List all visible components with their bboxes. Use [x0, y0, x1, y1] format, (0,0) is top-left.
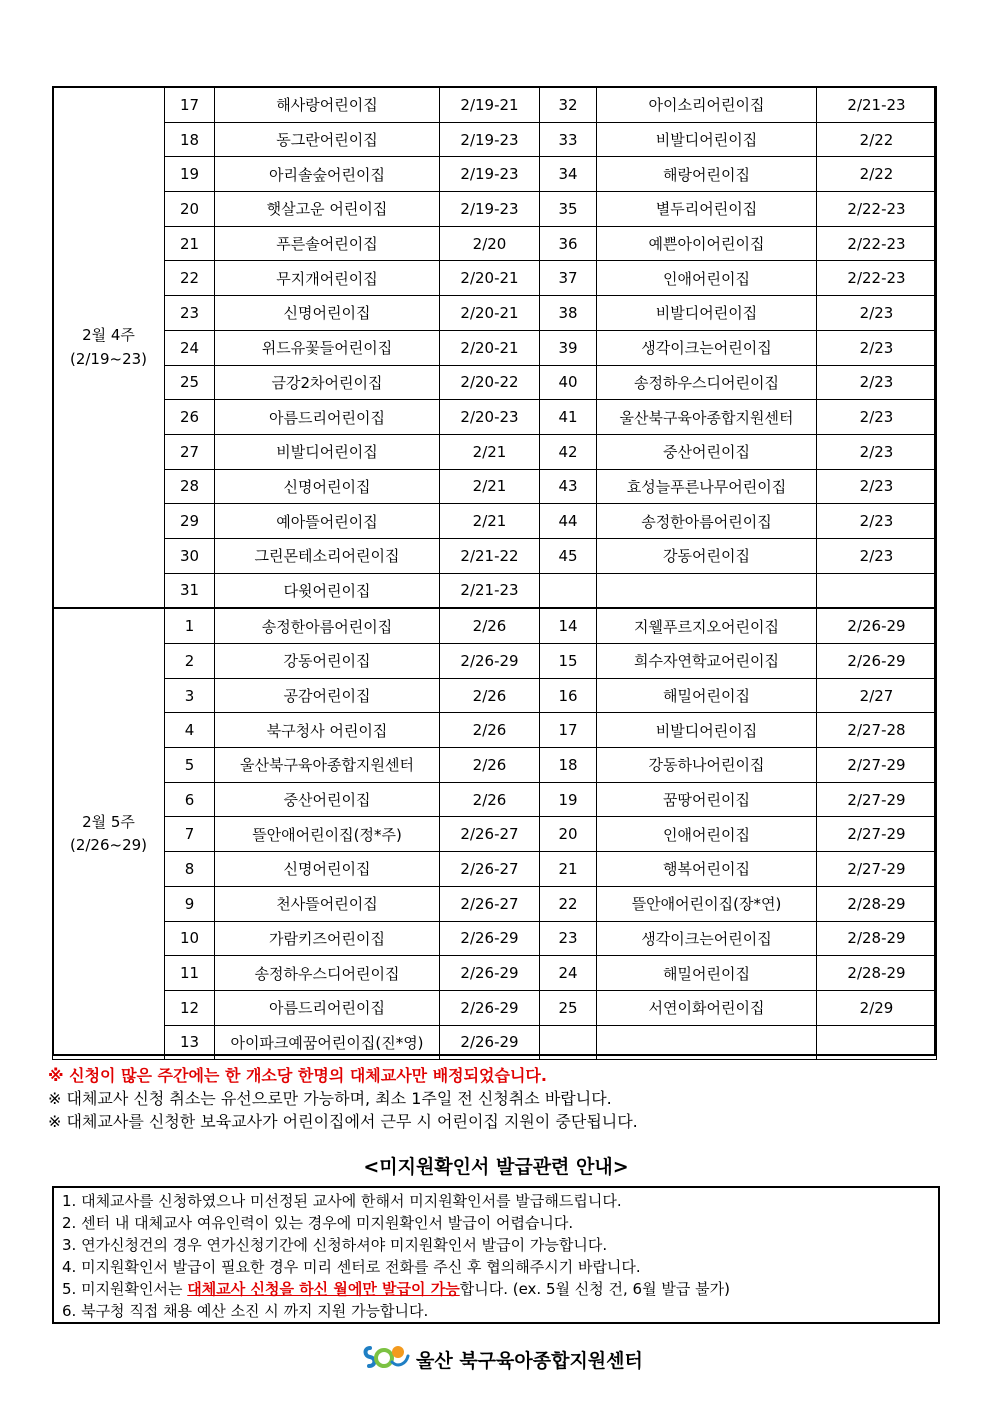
support-date: 2/19-23: [440, 157, 540, 192]
support-date: 2/26: [440, 608, 540, 643]
row-number: 24: [540, 956, 597, 991]
row-number: 21: [540, 852, 597, 887]
support-date: 2/23: [817, 504, 937, 539]
row-number: 25: [165, 365, 215, 400]
row-number: 17: [165, 87, 215, 122]
daycare-name: 가람키즈어린이집: [215, 921, 440, 956]
support-date: 2/19-21: [440, 87, 540, 122]
support-date: 2/20-21: [440, 330, 540, 365]
support-date: [817, 1025, 937, 1060]
row-number: 20: [165, 192, 215, 227]
daycare-name: 해랑어린이집: [597, 157, 817, 192]
table-row: [53, 608, 937, 643]
table-row: [53, 713, 937, 748]
row-number: 19: [165, 157, 215, 192]
table-row: [53, 956, 937, 991]
support-date: 2/26: [440, 748, 540, 783]
row-number: 14: [540, 608, 597, 643]
certificate-item-text: 5. 미지원확인서는: [62, 1280, 188, 1298]
daycare-name: 해밀어린이집: [597, 678, 817, 713]
table-row: [53, 122, 937, 157]
table-row: [53, 644, 937, 679]
table-row: [53, 192, 937, 227]
certificate-item-text: 합니다. (ex. 5월 신청 건, 6월 발급 불가): [459, 1280, 730, 1298]
table-row: [53, 365, 937, 400]
row-number: 11: [165, 956, 215, 991]
table-row: [53, 434, 937, 469]
row-number: 9: [165, 886, 215, 921]
daycare-name: 뜰안애어린이집(장*연): [597, 886, 817, 921]
row-number: 19: [540, 782, 597, 817]
certificate-item: 4. 미지원확인서 발급이 필요한 경우 미리 센터로 전화를 주신 후 협의해주시기 바랍니다.: [62, 1258, 641, 1276]
daycare-name: [597, 1025, 817, 1060]
row-number: 7: [165, 817, 215, 852]
row-number: 3: [165, 678, 215, 713]
table-row: [53, 261, 937, 296]
daycare-name: 예아뜰어린이집: [215, 504, 440, 539]
certificate-info-box: [52, 1186, 940, 1324]
row-number: 23: [540, 921, 597, 956]
row-number: 43: [540, 469, 597, 504]
daycare-name: 금강2차어린이집: [215, 365, 440, 400]
note-line: ※ 신청이 많은 주간에는 한 개소당 한명의 대체교사만 배정되었습니다.: [48, 1066, 547, 1085]
support-date: 2/21: [440, 434, 540, 469]
certificate-item: 6. 북구청 직접 채용 예산 소진 시 까지 지원 가능합니다.: [62, 1302, 429, 1320]
row-number: 16: [540, 678, 597, 713]
table-row: [53, 330, 937, 365]
table-row: [53, 504, 937, 539]
row-number: 38: [540, 296, 597, 331]
row-number: 36: [540, 226, 597, 261]
support-date: 2/26-29: [440, 644, 540, 679]
schedule-table: [52, 86, 937, 1060]
row-number: 39: [540, 330, 597, 365]
daycare-name: 울산북구육아종합지원센터: [597, 400, 817, 435]
row-number: 29: [165, 504, 215, 539]
daycare-name: 비발디어린이집: [215, 434, 440, 469]
support-date: 2/28-29: [817, 921, 937, 956]
daycare-name: 천사뜰어린이집: [215, 886, 440, 921]
daycare-name: 햇살고운 어린이집: [215, 192, 440, 227]
row-number: 44: [540, 504, 597, 539]
support-date: 2/26-27: [440, 817, 540, 852]
daycare-name: 비발디어린이집: [597, 296, 817, 331]
support-date: 2/27-29: [817, 782, 937, 817]
daycare-name: 아름드리어린이집: [215, 990, 440, 1025]
row-number: 15: [540, 644, 597, 679]
support-date: 2/27: [817, 678, 937, 713]
week-label: 2월 4주: [82, 326, 135, 345]
notes: [48, 1064, 638, 1133]
daycare-name: 중산어린이집: [215, 782, 440, 817]
table-row: [53, 87, 937, 122]
daycare-name: 서연이화어린이집: [597, 990, 817, 1025]
support-date: 2/20-23: [440, 400, 540, 435]
support-date: 2/23: [817, 365, 937, 400]
table-row: [53, 852, 937, 887]
support-date: 2/21-22: [440, 538, 540, 573]
row-number: 13: [165, 1025, 215, 1060]
table-row: [53, 782, 937, 817]
row-number: 2: [165, 644, 215, 679]
table-row: [53, 817, 937, 852]
support-date: 2/21-23: [817, 87, 937, 122]
daycare-name: 지웰푸르지오어린이집: [597, 608, 817, 643]
certificate-item: 3. 연가신청건의 경우 연가신청기간에 신청하셔야 미지원확인서 발급이 가능합니다.: [62, 1236, 608, 1254]
support-date: 2/21: [440, 504, 540, 539]
support-date: 2/26-29: [440, 1025, 540, 1060]
support-date: 2/27-29: [817, 817, 937, 852]
daycare-name: 북구청사 어린이집: [215, 713, 440, 748]
org-logo-icon: [362, 1342, 410, 1376]
support-date: 2/26: [440, 713, 540, 748]
row-number: 28: [165, 469, 215, 504]
support-date: 2/22-23: [817, 226, 937, 261]
table-row: [53, 573, 937, 608]
row-number: 25: [540, 990, 597, 1025]
row-number: 8: [165, 852, 215, 887]
row-number: 34: [540, 157, 597, 192]
row-number: 10: [165, 921, 215, 956]
daycare-name: 공감어린이집: [215, 678, 440, 713]
support-date: 2/29: [817, 990, 937, 1025]
daycare-name: 아이파크예꿈어린이집(진*영): [215, 1025, 440, 1060]
support-date: [817, 573, 937, 608]
daycare-name: 강동하나어린이집: [597, 748, 817, 783]
week-label-cell: [53, 608, 165, 1059]
row-number: 33: [540, 122, 597, 157]
daycare-name: 송정한아름어린이집: [215, 608, 440, 643]
support-date: 2/19-23: [440, 122, 540, 157]
daycare-name: 다윗어린이집: [215, 573, 440, 608]
support-date: 2/23: [817, 434, 937, 469]
row-number: 21: [165, 226, 215, 261]
daycare-name: 송정하우스디어린이집: [597, 365, 817, 400]
support-date: 2/27-28: [817, 713, 937, 748]
table-row: [53, 400, 937, 435]
daycare-name: 아리솔숲어린이집: [215, 157, 440, 192]
support-date: 2/26: [440, 678, 540, 713]
row-number: 41: [540, 400, 597, 435]
daycare-name: 송정하우스디어린이집: [215, 956, 440, 991]
row-number: 32: [540, 87, 597, 122]
row-number: 23: [165, 296, 215, 331]
daycare-name: 무지개어린이집: [215, 261, 440, 296]
table-row: [53, 157, 937, 192]
support-date: 2/27-29: [817, 748, 937, 783]
row-number: 40: [540, 365, 597, 400]
footer: [362, 1342, 643, 1376]
support-date: 2/26-29: [440, 990, 540, 1025]
week-label: 2월 5주: [82, 813, 135, 832]
support-date: 2/22: [817, 122, 937, 157]
table-row: [53, 1025, 937, 1060]
table-row: [53, 296, 937, 331]
certificate-item: [62, 1278, 938, 1300]
support-date: 2/26-29: [817, 608, 937, 643]
support-date: 2/23: [817, 400, 937, 435]
daycare-name: 푸른솔어린이집: [215, 226, 440, 261]
row-number: 31: [165, 573, 215, 608]
daycare-name: 신명어린이집: [215, 852, 440, 887]
support-date: 2/26: [440, 782, 540, 817]
support-date: 2/19-23: [440, 192, 540, 227]
note-line: ※ 대체교사를 신청한 보육교사가 어린이집에서 근무 시 어린이집 지원이 중단됩니다.: [48, 1112, 638, 1131]
daycare-name: 신명어린이집: [215, 469, 440, 504]
daycare-name: 신명어린이집: [215, 296, 440, 331]
row-number: 1: [165, 608, 215, 643]
row-number: 37: [540, 261, 597, 296]
certificate-item-highlight: 대체교사 신청을 하신 월에만 발급이 가능: [187, 1280, 460, 1298]
support-date: 2/28-29: [817, 956, 937, 991]
support-date: 2/26-27: [440, 886, 540, 921]
row-number: 22: [165, 261, 215, 296]
table-row: [53, 748, 937, 783]
certificate-title: <미지원확인서 발급관련 안내>: [363, 1156, 629, 1178]
support-date: 2/23: [817, 469, 937, 504]
support-date: 2/26-29: [817, 644, 937, 679]
daycare-name: 동그란어린이집: [215, 122, 440, 157]
daycare-name: 예쁜아이어린이집: [597, 226, 817, 261]
row-number: 26: [165, 400, 215, 435]
daycare-name: 생각이크는어린이집: [597, 921, 817, 956]
row-number: 17: [540, 713, 597, 748]
daycare-name: 별두리어린이집: [597, 192, 817, 227]
row-number: 5: [165, 748, 215, 783]
row-number: 18: [165, 122, 215, 157]
week-label-cell: [53, 87, 165, 608]
daycare-name: 아름드리어린이집: [215, 400, 440, 435]
daycare-name: 뜰안애어린이집(정*주): [215, 817, 440, 852]
org-name: 울산 북구육아종합지원센터: [416, 1349, 643, 1372]
daycare-name: 중산어린이집: [597, 434, 817, 469]
support-date: 2/20-21: [440, 296, 540, 331]
support-date: 2/22-23: [817, 261, 937, 296]
daycare-name: 행복어린이집: [597, 852, 817, 887]
support-date: 2/28-29: [817, 886, 937, 921]
daycare-name: 강동어린이집: [597, 538, 817, 573]
daycare-name: 해밀어린이집: [597, 956, 817, 991]
support-date: 2/20-21: [440, 261, 540, 296]
certificate-item: 2. 센터 내 대체교사 여유인력이 있는 경우에 미지원확인서 발급이 어렵습니다.: [62, 1214, 574, 1232]
row-number: 22: [540, 886, 597, 921]
support-date: 2/23: [817, 538, 937, 573]
daycare-name: 인애어린이집: [597, 817, 817, 852]
daycare-name: 인애어린이집: [597, 261, 817, 296]
daycare-name: 희수자연학교어린이집: [597, 644, 817, 679]
table-row: [53, 678, 937, 713]
support-date: 2/23: [817, 296, 937, 331]
daycare-name: 생각이크는어린이집: [597, 330, 817, 365]
support-date: 2/23: [817, 330, 937, 365]
row-number: 12: [165, 990, 215, 1025]
daycare-name: 해사랑어린이집: [215, 87, 440, 122]
daycare-name: 비발디어린이집: [597, 713, 817, 748]
certificate-item: 1. 대체교사를 신청하였으나 미선정된 교사에 한해서 미지원확인서를 발급해드립니다.: [62, 1192, 622, 1210]
support-date: 2/27-29: [817, 852, 937, 887]
table-row: [53, 538, 937, 573]
daycare-name: 아이소리어린이집: [597, 87, 817, 122]
row-number: 27: [165, 434, 215, 469]
row-number: [540, 573, 597, 608]
table-row: [53, 469, 937, 504]
daycare-name: 위드유꽃들어린이집: [215, 330, 440, 365]
support-date: 2/22-23: [817, 192, 937, 227]
support-date: 2/22: [817, 157, 937, 192]
daycare-name: 꿈땅어린이집: [597, 782, 817, 817]
support-date: 2/21-23: [440, 573, 540, 608]
table-row: [53, 886, 937, 921]
daycare-name: 비발디어린이집: [597, 122, 817, 157]
daycare-name: 그린몬테소리어린이집: [215, 538, 440, 573]
row-number: 18: [540, 748, 597, 783]
row-number: 20: [540, 817, 597, 852]
row-number: 24: [165, 330, 215, 365]
week-range: (2/19~23): [69, 349, 148, 368]
daycare-name: [597, 573, 817, 608]
table-row: [53, 990, 937, 1025]
support-date: 2/21: [440, 469, 540, 504]
row-number: 35: [540, 192, 597, 227]
support-date: 2/20: [440, 226, 540, 261]
week-range: (2/26~29): [69, 836, 148, 855]
daycare-name: 송정한아름어린이집: [597, 504, 817, 539]
row-number: 4: [165, 713, 215, 748]
row-number: 42: [540, 434, 597, 469]
support-date: 2/26-29: [440, 921, 540, 956]
row-number: 45: [540, 538, 597, 573]
row-number: 30: [165, 538, 215, 573]
row-number: [540, 1025, 597, 1060]
table-row: [53, 226, 937, 261]
table-row: [53, 921, 937, 956]
note-line: ※ 대체교사 신청 취소는 유선으로만 가능하며, 최소 1주일 전 신청취소 바랍니다.: [48, 1089, 612, 1108]
row-number: 6: [165, 782, 215, 817]
support-date: 2/26-27: [440, 852, 540, 887]
support-date: 2/26-29: [440, 956, 540, 991]
daycare-name: 강동어린이집: [215, 644, 440, 679]
daycare-name: 울산북구육아종합지원센터: [215, 748, 440, 783]
support-date: 2/20-22: [440, 365, 540, 400]
daycare-name: 효성늘푸른나무어린이집: [597, 469, 817, 504]
